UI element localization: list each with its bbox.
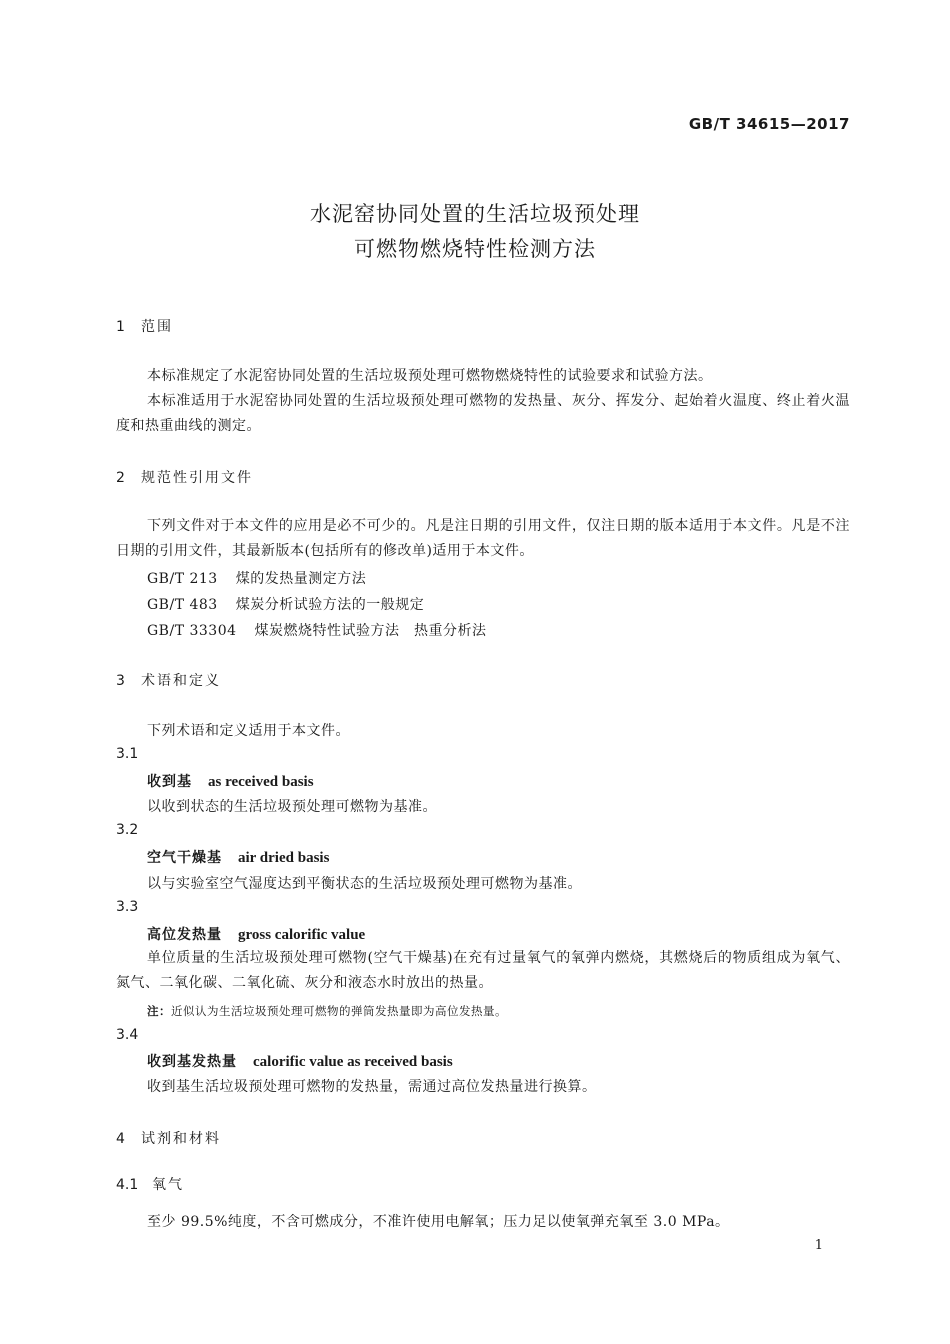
subsection-label: 氧气 <box>152 1177 184 1193</box>
section-label: 规范性引用文件 <box>141 470 253 486</box>
term-english: as received basis <box>208 774 314 790</box>
section-heading-2 <box>116 467 253 487</box>
reference-code: GB/T 213 <box>147 571 218 587</box>
reference-title: 煤的发热量测定方法 <box>235 571 367 587</box>
term-number: 3.4 <box>116 1027 139 1043</box>
reference-code: GB/T 33304 <box>147 623 237 639</box>
term-english: air dried basis <box>238 850 330 866</box>
term-english: gross calorific value <box>238 927 366 943</box>
paragraph: 下列术语和定义适用于本文件。 <box>147 723 350 739</box>
paragraph: 本标准适用于水泥窑协同处置的生活垃圾预处理可燃物的发热量、灰分、挥发分、起始着火温度、终止着火温度和热重曲线的测定。 <box>116 393 850 434</box>
paragraph: 下列文件对于本文件的应用是必不可少的。凡是注日期的引用文件，仅注日期的版本适用于本文件。凡是不注日期的引用文件，其最新版本(包括所有的修改单)适用于本文件。 <box>116 518 850 559</box>
term-definition: 以与实验室空气湿度达到平衡状态的生活垃圾预处理可燃物为基准。 <box>147 876 582 892</box>
reference-title: 煤炭燃烧特性试验方法 热重分析法 <box>254 623 487 639</box>
page-number: 1 <box>814 1238 823 1253</box>
normative-reference <box>147 620 487 640</box>
term-chinese: 空气干燥基 <box>147 850 222 866</box>
section-number: 4 <box>116 1131 125 1147</box>
note-label: 注： <box>147 1004 171 1018</box>
subsection-number: 4.1 <box>116 1177 139 1193</box>
term-chinese: 收到基发热量 <box>147 1054 237 1070</box>
section-number: 1 <box>116 319 125 335</box>
section-heading-4 <box>116 1128 221 1148</box>
reference-code: GB/T 483 <box>147 597 218 613</box>
term-english: calorific value as received basis <box>253 1054 453 1070</box>
section-heading-1 <box>116 316 173 336</box>
section-label: 范围 <box>141 319 173 335</box>
paragraph: 本标准规定了水泥窑协同处置的生活垃圾预处理可燃物燃烧特性的试验要求和试验方法。 <box>147 368 713 384</box>
term-definition: 收到基生活垃圾预处理可燃物的发热量，需通过高位发热量进行换算。 <box>147 1079 597 1095</box>
document-title-line2: 可燃物燃烧特性检测方法 <box>354 237 596 261</box>
section-number: 2 <box>116 470 125 486</box>
term-number: 3.3 <box>116 899 139 915</box>
section-label: 试剂和材料 <box>141 1131 221 1147</box>
term-entry <box>147 924 365 944</box>
note <box>147 1003 507 1019</box>
term-number: 3.1 <box>116 746 139 762</box>
reference-title: 煤炭分析试验方法的一般规定 <box>235 597 425 613</box>
term-chinese: 高位发热量 <box>147 927 222 943</box>
standard-code: GB/T 34615—2017 <box>688 115 850 133</box>
term-definition: 单位质量的生活垃圾预处理可燃物(空气干燥基)在充有过量氧气的氧弹内燃烧，其燃烧后的物质组成为氧气、氮气、二氧化碳、二氧化硫、灰分和液态水时放出的热量。 <box>116 950 850 991</box>
term-number: 3.2 <box>116 822 139 838</box>
term-entry <box>147 1051 453 1071</box>
subsection-heading <box>116 1174 184 1194</box>
normative-reference <box>147 568 366 588</box>
note-text: 近似认为生活垃圾预处理可燃物的弹筒发热量即为高位发热量。 <box>171 1004 507 1018</box>
term-definition: 以收到状态的生活垃圾预处理可燃物为基准。 <box>147 799 437 815</box>
section-heading-3 <box>116 670 221 690</box>
term-entry <box>147 771 314 791</box>
document-title-line1: 水泥窑协同处置的生活垃圾预处理 <box>310 202 640 226</box>
paragraph: 至少 99.5%纯度，不含可燃成分，不准许使用电解氧；压力足以使氧弹充氧至 3.0 MPa。 <box>147 1214 730 1230</box>
normative-reference <box>147 594 424 614</box>
term-entry <box>147 847 329 867</box>
section-label: 术语和定义 <box>141 673 221 689</box>
section-number: 3 <box>116 673 125 689</box>
term-chinese: 收到基 <box>147 774 192 790</box>
